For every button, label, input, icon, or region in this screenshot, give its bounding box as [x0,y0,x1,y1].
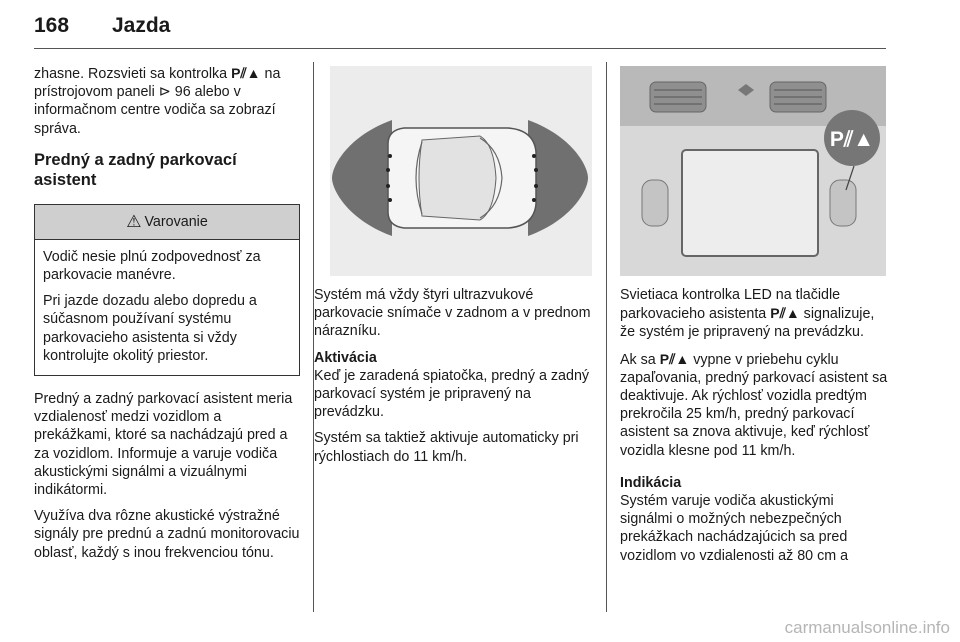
watermark: carmanualsonline.info [784,618,950,637]
parking-assist-icon: P⫽▲ [770,305,800,322]
warning-paragraph: Pri jazde dozadu alebo dopredu a súčasnom používaní systému parkovacieho asistenta si vždy kontrolujte okolitý priestor. [43,293,257,364]
section-title: Jazda [112,14,171,37]
reference-arrow-icon: ⊳ [158,84,171,101]
warning-title: Varovanie [144,213,208,230]
subheading-activation: Aktivácia [314,349,377,366]
subheading-indication: Indikácia [620,474,682,491]
dashboard-diagram [620,66,886,276]
page-header [34,8,886,50]
column-right [620,286,888,573]
warning-body [35,240,299,375]
dashboard-illustration [620,66,886,276]
warning-paragraph: Vodič nesie plnú zodpovednosť za parkovacie manévre. [43,248,261,284]
body-paragraph: Využíva dva rôzne akustické výstražné signály pre prednú a zadnú monitorovaciu oblasť, každý s inou frekvenciou tónu. [34,508,300,561]
section-heading: Predný a zadný parkovací asistent [34,150,237,189]
column-middle [314,286,594,474]
body-paragraph: Keď je zaradená spiatočka, predný a zadný parkovací systém je pripravený na prevádzku. [314,367,590,421]
warning-header [35,205,299,240]
body-paragraph: Systém má vždy štyri ultrazvukové parkovacie snímače v zadnom a v prednom nárazníku. [314,287,591,340]
car-roof [419,136,496,220]
car-sensor-illustration [330,66,592,276]
body-paragraph: Systém sa taktiež aktivuje automaticky pri rýchlostiach do 11 km/h. [314,430,579,465]
body-paragraph: Svietiaca kontrolka LED na tlačidle parkovacieho asistenta P⫽▲ signalizuje, že systém je pripravený na prevádzku. [620,287,875,341]
parking-assist-icon: P⫽▲ [231,65,261,81]
header-rule [34,48,886,49]
infotainment-screen [682,150,818,256]
body-paragraph: Ak sa P⫽▲ vypne v priebehu cyklu zapaľovania, predný parkovací asistent sa deaktivuje. Ak rýchlosť vozidla predtým prekročila 25 km/h, predný parkovací asistent sa znova aktivuje, keď rýchlosť vozidla klesne pod 11 km/h. [620,350,888,459]
body-paragraph: Predný a zadný parkovací asistent meria vzdialenosť medzi vozidlom a prekážkami, ktoré sa nachádzajú pred a za vozidlom. Informuje a varuje vodiča akustickými signálmi a vizuálnymi indikátormi. [34,391,293,499]
intro-paragraph: zhasne. Rozsvieti sa kontrolka P⫽▲ na prístrojovom paneli ⊳ 96 alebo v informačnom centre vodiča sa zobrazí správa. [34,65,281,137]
column-left [34,64,300,570]
parking-assist-icon: P⫽▲ [659,350,690,367]
page-number: 168 [34,14,70,37]
car-top-view-diagram [330,66,592,276]
warning-triangle-icon: ⚠ [126,211,142,231]
parking-assist-button-icon: P⫽▲ [829,128,875,151]
warning-box [34,204,300,376]
body-paragraph: Systém varuje vodiča akustickými signálmi o možných nebezpečných prekážkach nachádzajúcich sa pred vozidlom vo vzdialenosti až 80 cm a [620,493,849,564]
column-divider [606,62,607,612]
